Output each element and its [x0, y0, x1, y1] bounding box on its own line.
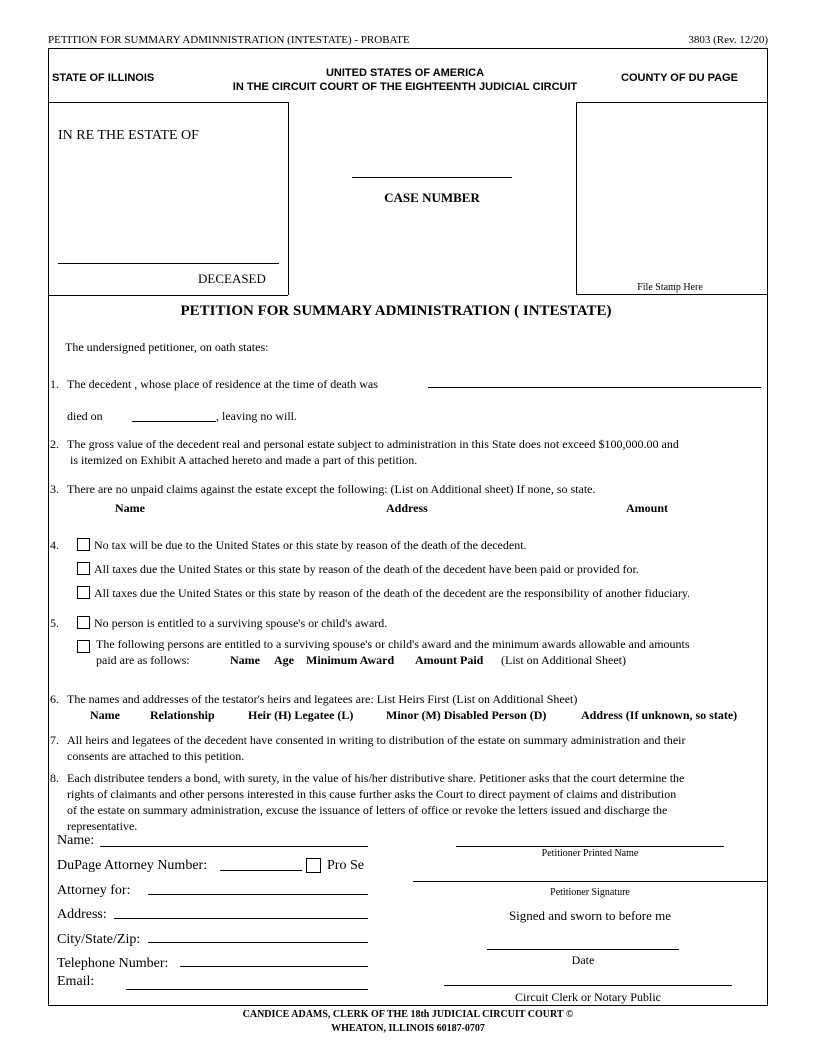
date-line[interactable] [487, 949, 679, 950]
address-label: Address: [57, 907, 107, 922]
attorney-number-label: DuPage Attorney Number: [57, 858, 208, 873]
item6-col-minor: Minor (M) Disabled Person (D) [386, 708, 547, 722]
form-number: 3803 (Rev. 12/20) [688, 34, 768, 46]
date-label: Date [571, 953, 595, 967]
attorney-name-line[interactable] [100, 846, 368, 847]
no-award-checkbox[interactable] [77, 616, 90, 629]
attorney-number-line[interactable] [220, 870, 302, 871]
footer-address: WHEATON, ILLINOIS 60187-0707 [331, 1023, 485, 1034]
item2-number: 2. [50, 437, 59, 451]
item6-col-address: Address (If unknown, so state) [581, 708, 738, 722]
item5-paid-label: paid are as follows: [96, 653, 190, 667]
attorney-for-label: Attorney for: [57, 883, 131, 898]
city-label: City/State/Zip: [57, 932, 141, 947]
item5-list-note: (List on Additional Sheet) [501, 653, 626, 667]
date-of-death-line[interactable] [132, 421, 216, 422]
attorney-for-line[interactable] [148, 894, 368, 895]
deceased-label: DECEASED [198, 271, 266, 286]
no-tax-checkbox[interactable] [77, 538, 90, 551]
case-number-line[interactable] [352, 177, 512, 178]
email-line[interactable] [126, 989, 368, 990]
item8-line2: rights of claimants and other persons interested in this cause further asks the Court to direct payment of claims and distribution [67, 787, 677, 801]
item8-line3: of the estate on summary administration, excuse the issuance of letters of office or revoke the letters issued and discharge the [67, 803, 668, 817]
footer-clerk: CANDICE ADAMS, CLERK OF THE 18th JUDICIAL CIRCUIT COURT © [242, 1009, 574, 1020]
item3-number: 3. [50, 482, 59, 496]
printed-name-label: Petitioner Printed Name [541, 848, 639, 859]
caption-left-top [48, 102, 288, 103]
item7-number: 7. [50, 733, 59, 747]
item5-col-min-award: Minimum Award [306, 653, 395, 667]
case-number-label: CASE NUMBER [384, 190, 480, 205]
residence-line[interactable] [428, 387, 761, 388]
item6-text: The names and addresses of the testator's heirs and legatees are: List Heirs First (List on Additional Sheet) [67, 692, 578, 706]
other-fiduciary-checkbox[interactable] [77, 586, 90, 599]
item2-line2: is itemized on Exhibit A attached hereto and made a part of this petition. [70, 453, 418, 467]
court-label: IN THE CIRCUIT COURT OF THE EIGHTEENTH JUDICIAL CIRCUIT [232, 81, 578, 93]
item5-number: 5. [50, 616, 59, 630]
item5-col-name: Name [230, 653, 260, 667]
taxes-paid-checkbox[interactable] [77, 562, 90, 575]
intro-text: The undersigned petitioner, on oath states: [65, 340, 269, 354]
item6-col-name: Name [90, 708, 120, 722]
item8-line4: representative. [67, 819, 138, 833]
item6-col-relationship: Relationship [150, 708, 215, 722]
item3-text: There are no unpaid claims against the estate except the following: (List on Additional sheet) If none, so state. [67, 482, 596, 496]
item4-opt1: No tax will be due to the United States or this state by reason of the death of the decedent. [94, 538, 527, 552]
item4-opt3: All taxes due the United States or this state by reason of the death of the decedent are the responsibility of another fiduciary. [94, 586, 691, 600]
item3-col-address: Address [386, 501, 428, 515]
item5-opt1: No person is entitled to a surviving spouse's or child's award. [94, 616, 388, 630]
died-on-label: died on [67, 409, 103, 423]
telephone-line[interactable] [180, 966, 368, 967]
item3-col-name: Name [115, 501, 145, 515]
leaving-no-will-text: , leaving no will. [216, 409, 297, 423]
clerk-line[interactable] [444, 985, 732, 986]
email-label: Email: [57, 974, 95, 989]
item8-line1: Each distributee tenders a bond, with surety, in the value of his/her distributive share. Petitioner asks that the court determine the [67, 771, 685, 785]
item5-opt2-line1: The following persons are entitled to a surviving spouse's or child's award and the minimum awards allowable and amounts [96, 637, 690, 651]
signature-label: Petitioner Signature [550, 887, 630, 898]
item5-col-amount-paid: Amount Paid [415, 653, 484, 667]
item1-text: The decedent , whose place of residence at the time of death was [67, 377, 378, 391]
form-title: PETITION FOR SUMMARY ADMINNISTRATION (INTESTATE) - PROBATE [48, 34, 410, 46]
file-stamp-label: File Stamp Here [637, 282, 703, 293]
attorney-name-label: Name: [57, 833, 95, 848]
item6-number: 6. [50, 692, 59, 706]
item6-col-heir: Heir (H) Legatee (L) [248, 708, 354, 722]
caption-left-right [288, 102, 289, 295]
item3-col-amount: Amount [626, 501, 669, 515]
printed-name-line[interactable] [456, 846, 724, 847]
item5-col-age: Age [274, 653, 294, 667]
item4-opt2: All taxes due the United States or this state by reason of the death of the decedent have been paid or provided for. [94, 562, 639, 576]
decedent-name-line[interactable] [58, 263, 279, 264]
country-label: UNITED STATES OF AMERICA [325, 67, 485, 79]
telephone-label: Telephone Number: [57, 956, 169, 971]
pro-se-checkbox[interactable] [306, 858, 321, 873]
item7-line2: consents are attached to this petition. [67, 749, 245, 763]
item8-number: 8. [50, 771, 59, 785]
pro-se-label: Pro Se [327, 858, 364, 873]
item1-number: 1. [50, 377, 59, 391]
in-re-label: IN RE THE ESTATE OF [58, 128, 199, 143]
state-label: STATE OF ILLINOIS [52, 72, 155, 84]
caption-left-bottom [48, 295, 288, 296]
sworn-label: Signed and sworn to before me [508, 908, 672, 923]
petition-title: PETITION FOR SUMMARY ADMINISTRATION ( INTESTATE) [180, 303, 612, 319]
file-stamp-box [576, 102, 768, 295]
item7-line1: All heirs and legatees of the decedent have consented in writing to distribution of the estate on summary administration and their [67, 733, 686, 747]
signature-line[interactable] [413, 881, 768, 882]
award-entitled-checkbox[interactable] [77, 640, 90, 653]
city-line[interactable] [148, 942, 368, 943]
clerk-label: Circuit Clerk or Notary Public [515, 990, 661, 1004]
address-line[interactable] [114, 918, 368, 919]
item2-line1: The gross value of the decedent real and personal estate subject to administration in this State does not exceed $100,000.00 and [67, 437, 679, 451]
county-label: COUNTY OF DU PAGE [621, 72, 738, 84]
item4-number: 4. [50, 538, 59, 552]
